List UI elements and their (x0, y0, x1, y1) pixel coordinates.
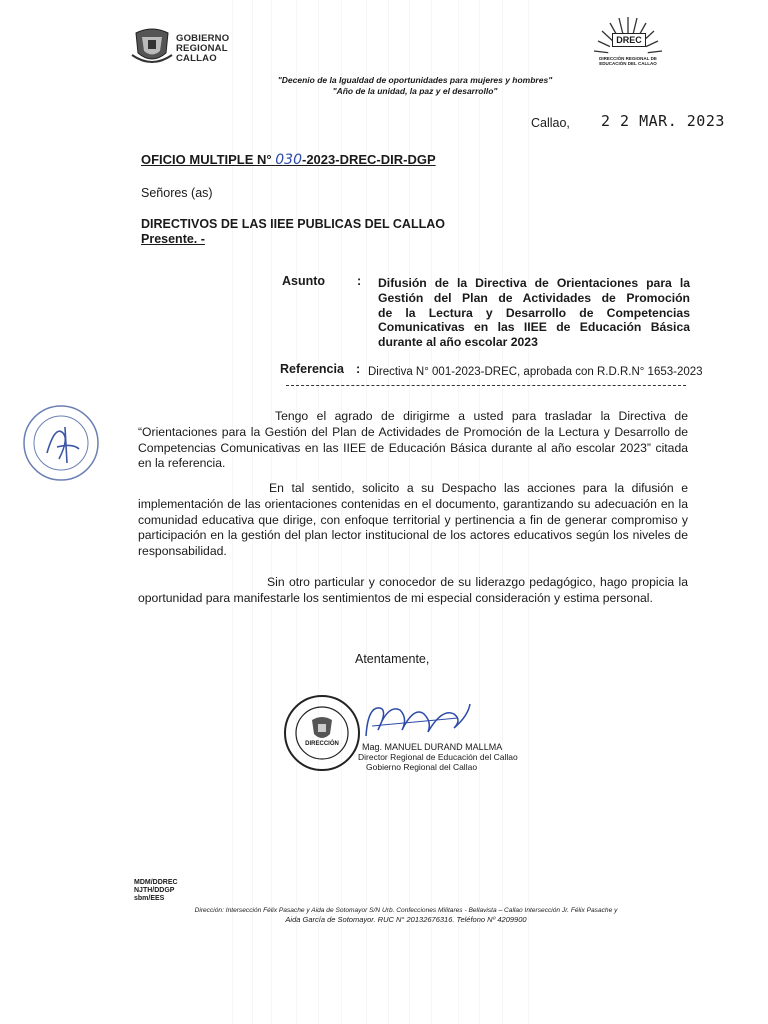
signature-icon (358, 696, 473, 744)
date-stamp: 2 2 MAR. 2023 (601, 112, 725, 130)
referencia-text: Directiva N° 001-2023-DREC, aprobada con R.D.R.N° 1653-2023 (368, 366, 703, 378)
recipients: DIRECTIVOS DE LAS IIEE PUBLICAS DEL CALLAO (141, 217, 445, 231)
footer-line-2: Aida García de Sotomayor. RUC N° 20132676316. Teléfono Nº 4209900 (285, 915, 527, 924)
closing: Atentamente, (355, 652, 430, 666)
oficio-header (141, 152, 436, 168)
asunto-line-1: Difusión de la Directiva de Orientaciones para la (378, 276, 690, 290)
org-name-line-1: GOBIERNO (176, 33, 230, 44)
asunto-line-2: Gestión del Plan de Actividades de Promoción (378, 290, 690, 305)
signer-title-2: Gobierno Regional del Callao (366, 762, 478, 772)
official-seal-icon (283, 694, 361, 772)
initials-line-3: sbm/EES (134, 895, 165, 902)
date-place: Callao, (531, 116, 570, 130)
asunto-text (378, 276, 690, 350)
asunto-colon: : (357, 274, 362, 288)
official-seal (283, 694, 361, 772)
received-stamp (21, 403, 101, 483)
asunto-line-3: de la Lectura y Desarrollo de Competencias (378, 305, 690, 320)
mottos (230, 75, 600, 97)
drec-logo (588, 15, 668, 75)
initials (134, 879, 178, 903)
initials-line-1: MDM/DDREC (134, 879, 178, 886)
oficio-suffix: -2023-DREC-DIR-DGP (301, 152, 436, 167)
drec-sub-line-1: DIRECCIÓN REGIONAL DE (599, 56, 657, 61)
received-stamp-icon (21, 403, 101, 483)
footer-address (134, 906, 678, 924)
motto-1: "Decenio de la Igualdad de oportunidades para mujeres y hombres" (277, 75, 553, 85)
motto-2: "Año de la unidad, la paz y el desarrollo" (332, 86, 498, 96)
footer-line-1: Dirección: Intersección Félix Pasache y Aida de Sotomayor S/N Urb. Confecciones Militares - Bellavista – Callao Intersección Jr. Félix Pasache y (194, 907, 618, 914)
presente: Presente. - (141, 232, 205, 246)
paragraph-2: En tal sentido, solicito a su Despacho las acciones para la difusión e implementación de las orientaciones contenidas en el documento, garantizando su adecuación en la comunidad educativa que dirige, con enfoque territorial y pertinencia a fin de generar compromiso y participación en la gestión del plan lector institucional de los actores educativos según los niveles de responsabilidad. (138, 481, 688, 559)
referencia-divider (286, 385, 686, 386)
seal-text: DIRECCIÓN (305, 741, 339, 747)
coat-of-arms-icon (130, 25, 174, 67)
initials-line-2: NJTH/DDGP (134, 887, 175, 894)
asunto-line-5: durante al año escolar 2023 (378, 335, 538, 350)
drec-label: DREC (612, 33, 646, 47)
drec-sub-line-2: EDUCACIÓN DEL CALLAO (599, 61, 657, 66)
salutation: Señores (as) (141, 186, 213, 200)
signer-title-1: Director Regional de Educación del Callao (358, 752, 518, 762)
asunto-line-4: Comunicativas en las IIEE de Educación Básica (378, 320, 690, 335)
signature-block (358, 742, 518, 772)
handwritten-signature (358, 696, 473, 744)
gobierno-regional-logo (130, 25, 230, 69)
org-name-line-2: REGIONAL (176, 43, 228, 54)
org-name-line-3: CALLAO (176, 53, 217, 64)
signer-name: Mag. MANUEL DURAND MALLMA (362, 742, 503, 752)
oficio-prefix: OFICIO MULTIPLE N° (141, 152, 272, 167)
paragraph-1: Tengo el agrado de dirigirme a usted para trasladar la Directiva de “Orientaciones para la Gestión del Plan de Actividades de Promoción de la Lectura y Desarrollo de Competencias Comunicativas en las IIEE de Educación Básica durante al año escolar 2023” citada en la referencia. (138, 409, 688, 471)
paragraph-3: Sin otro particular y conocedor de su liderazgo pedagógico, hago propicia la oportunidad para manifestarle los sentimientos de mi especial consideración y estima personal. (138, 575, 688, 605)
asunto-label: Asunto (282, 274, 326, 288)
referencia-label: Referencia (280, 362, 344, 376)
referencia-colon: : (356, 362, 361, 376)
oficio-number: 030 (275, 152, 302, 168)
